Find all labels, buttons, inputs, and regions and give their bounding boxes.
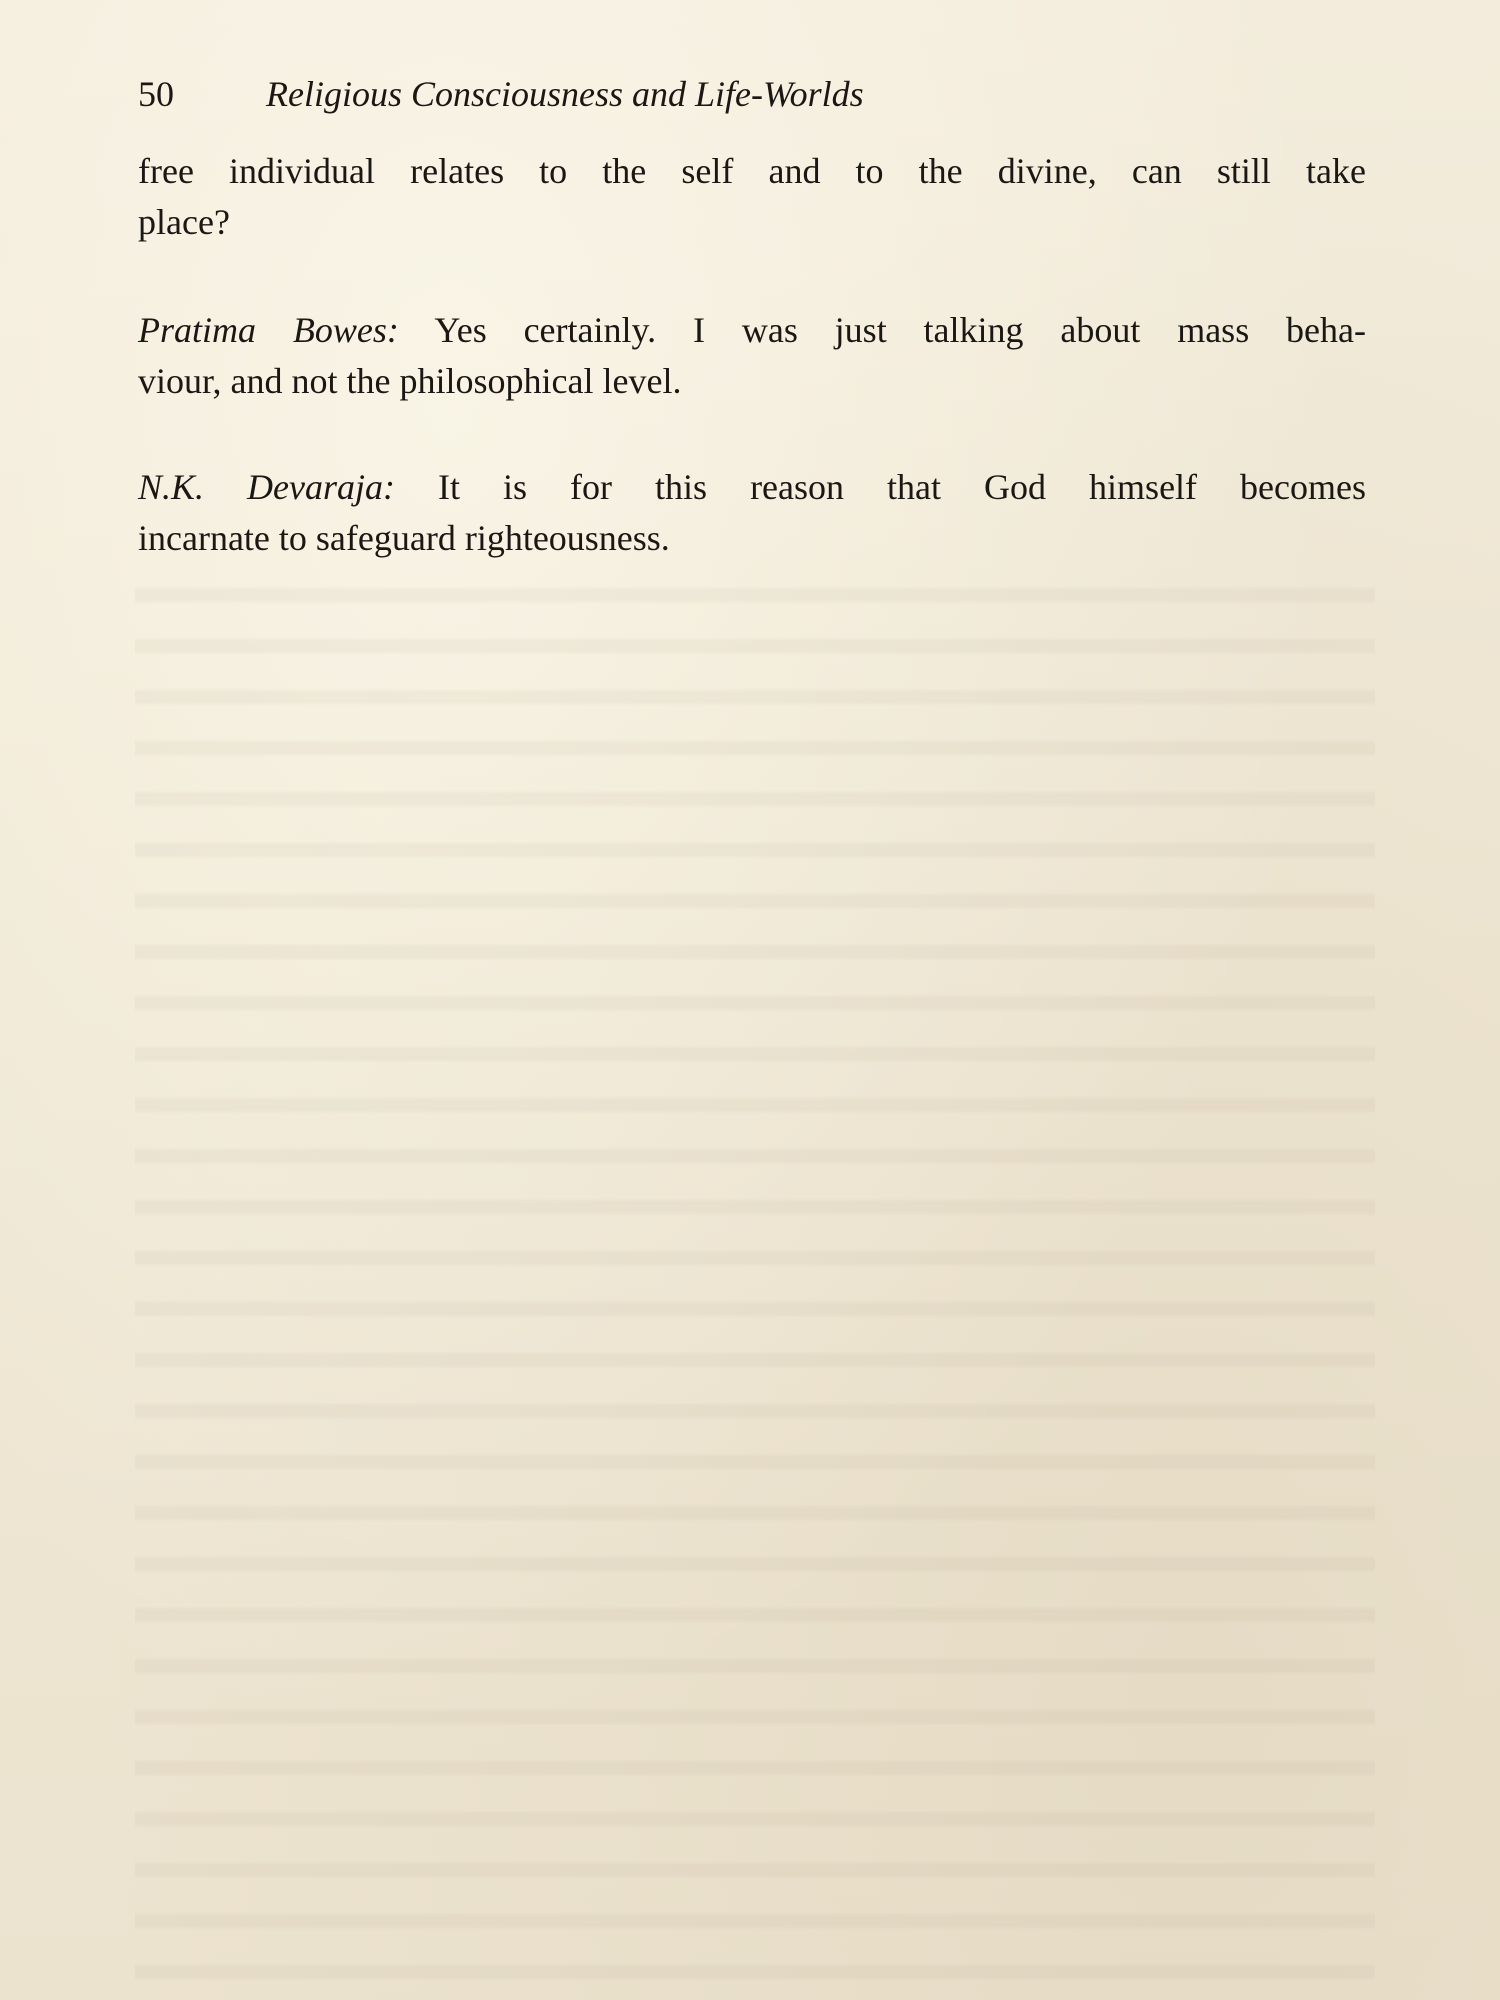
text-line: incarnate to safeguard righteousness. (138, 518, 670, 558)
text-line: free individual relates to the self and to the divine, can still take (138, 151, 1366, 191)
text-line (138, 462, 1366, 513)
paragraph-nk-devaraja (138, 462, 1366, 564)
text-line: viour, and not the philosophical level. (138, 361, 682, 401)
paragraph-pratima-bowes (138, 305, 1366, 407)
paragraph-continuation (138, 146, 1366, 248)
text-line: place? (138, 202, 230, 242)
text-line (138, 305, 1366, 356)
page-number: 50 (138, 74, 174, 114)
running-title: Religious Consciousness and Life-Worlds (266, 74, 864, 114)
running-head (138, 72, 864, 116)
show-through-texture (135, 560, 1375, 1980)
speaker-name: N.K. Devaraja: (138, 467, 395, 507)
speaker-name: Pratima Bowes: (138, 310, 399, 350)
speech-text: It is for this reason that God himself becomes (438, 467, 1366, 507)
speech-text: Yes certainly. I was just talking about mass beha- (434, 310, 1366, 350)
